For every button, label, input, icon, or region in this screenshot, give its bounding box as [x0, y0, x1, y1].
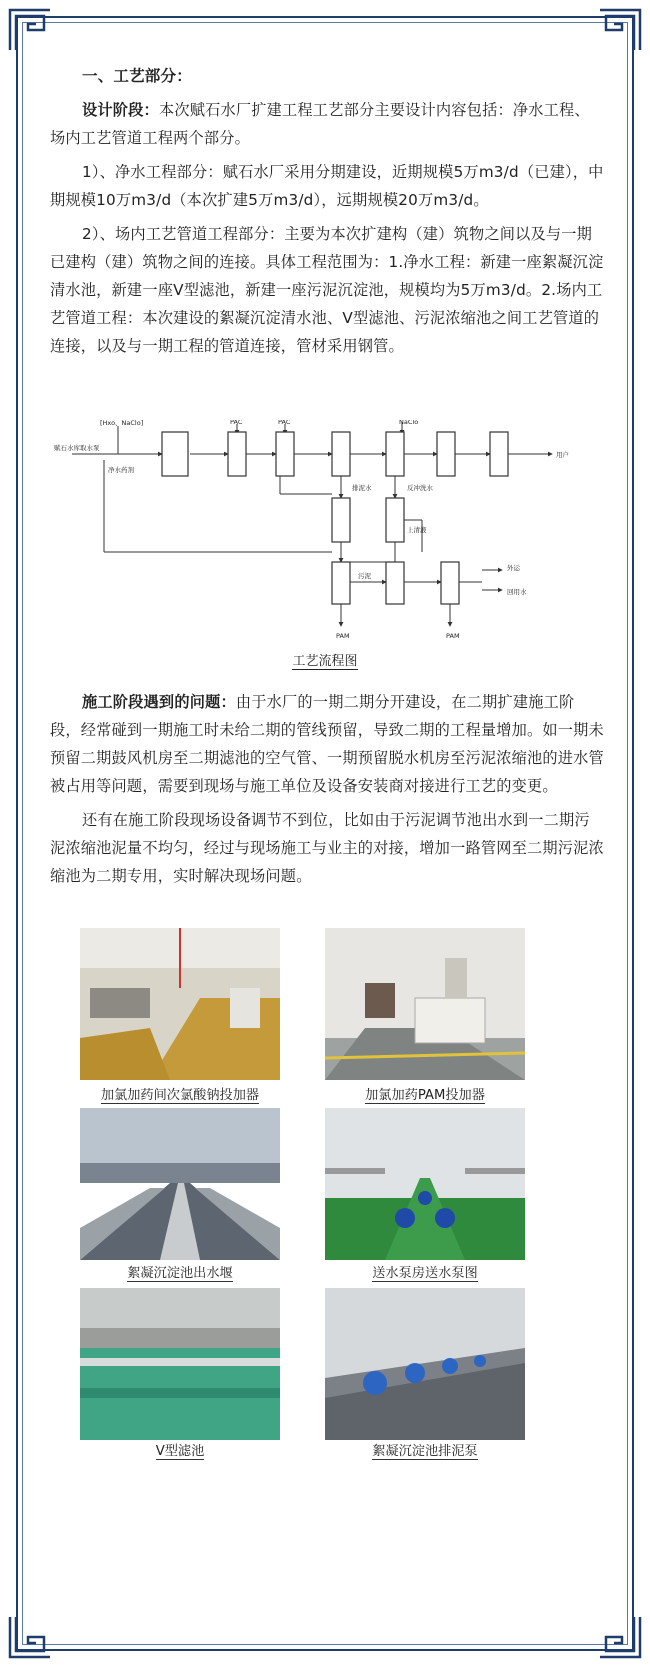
photo-v-filter — [80, 1288, 280, 1440]
flow-output-1: 回用水 — [507, 588, 527, 596]
photo-sodium-hypochlorite-dosing — [80, 928, 280, 1080]
section-heading: 一、工艺部分： — [82, 67, 192, 85]
corner-ornament-icon — [598, 1615, 642, 1659]
process-flowchart — [52, 420, 597, 672]
photo-caption: V型滤池 — [155, 1444, 205, 1459]
article-section-process — [50, 62, 605, 360]
flow-label-7: PAM — [446, 632, 460, 640]
flow-label-3: 污泥 — [358, 572, 371, 580]
photo-caption: 絮凝沉淀池出水堰 — [127, 1266, 233, 1281]
flow-pretreat-label: 净水药剂 — [108, 466, 134, 474]
flow-label-2: 上清液 — [407, 526, 427, 534]
photo-caption: 送水泵房送水泵图 — [372, 1266, 478, 1281]
flow-label-1: 反冲洗水 — [407, 484, 433, 492]
flow-intake-label: 取水泵 — [80, 444, 100, 452]
photo-sludge-pumps — [325, 1288, 525, 1440]
construction-paragraph-2: 还有在施工阶段现场设备调节不到位，比如由于污泥调节池出水到一二期污泥浓缩池泥量不均匀，经过与现场施工与业主的对接，增加一路管网至二期污泥浓缩池为二期专用，实时解决现场问题。 — [50, 811, 604, 885]
photo-caption: 加氯加药PAM投加器 — [365, 1088, 485, 1103]
photo-clarifier-weir — [80, 1108, 280, 1260]
photo-pam-dosing — [325, 928, 525, 1080]
item1-paragraph: 1）、净水工程部分：赋石水厂采用分期建设，近期规模5万m3/d（已建），中期规模10万m3/d（本次扩建5万m3/d），远期规模20万m3/d。 — [50, 163, 604, 209]
construction-paragraph — [50, 688, 605, 800]
flow-dose2-label: PAC — [278, 420, 291, 426]
flow-dose1-label: PAC — [230, 420, 243, 426]
corner-ornament-icon — [8, 8, 52, 52]
item2-paragraph: 2）、场内工艺管道工程部分：主要为本次扩建构（建）筑物之间以及与一期已建构（建）筑物之间的连接。具体工程范围为：1.净水工程：新建一座絮凝沉淀清水池，新建一座V型滤池，新建一座污泥沉淀池，规模均为5万m3/d。2.场内工艺管道工程：本次建设的絮凝沉淀清水池、V型滤池、污泥浓缩池之间工艺管道的连接，以及与一期工程的管道连接，管材采用钢管。 — [50, 225, 604, 355]
construction-label: 施工阶段遇到的问题： — [82, 693, 236, 711]
flow-user-label: 用户 — [556, 451, 569, 459]
flow-output-0: 外运 — [507, 564, 520, 572]
corner-ornament-icon — [598, 8, 642, 52]
design-text: 本次赋石水厂扩建工程工艺部分主要设计内容包括：净水工程、场内工艺管道工程两个部分。 — [50, 101, 590, 147]
article-section-construction — [50, 688, 605, 890]
design-paragraph — [50, 96, 605, 152]
flowchart-caption: 工艺流程图 — [292, 654, 358, 669]
flow-reagents-label: [Hxo、NaClo] — [100, 420, 144, 427]
design-label: 设计阶段： — [82, 101, 159, 119]
photo-caption: 絮凝沉淀池排泥泵 — [372, 1444, 478, 1459]
construction-text: 由于水厂的一期二期分开建设，在二期扩建施工阶段，经常碰到一期施工时未给二期的管线预留，导致二期的工程量增加。如一期未预留二期鼓风机房至二期滤池的空气管、一期预留脱水机房至污泥浓缩池的进水管被占用等问题，需要到现场与施工单位及设备安装商对接进行工艺的变更。 — [50, 693, 604, 795]
flow-label-0: 排泥水 — [352, 484, 372, 492]
photo-caption: 加氯加药间次氯酸钠投加器 — [100, 1088, 260, 1103]
flow-label-6: PAM — [336, 632, 350, 640]
flow-dose3-label: NaClo — [399, 420, 419, 426]
flow-source-label: 赋石水库 — [54, 444, 80, 452]
photo-delivery-pumps — [325, 1108, 525, 1260]
corner-ornament-icon — [8, 1615, 52, 1659]
